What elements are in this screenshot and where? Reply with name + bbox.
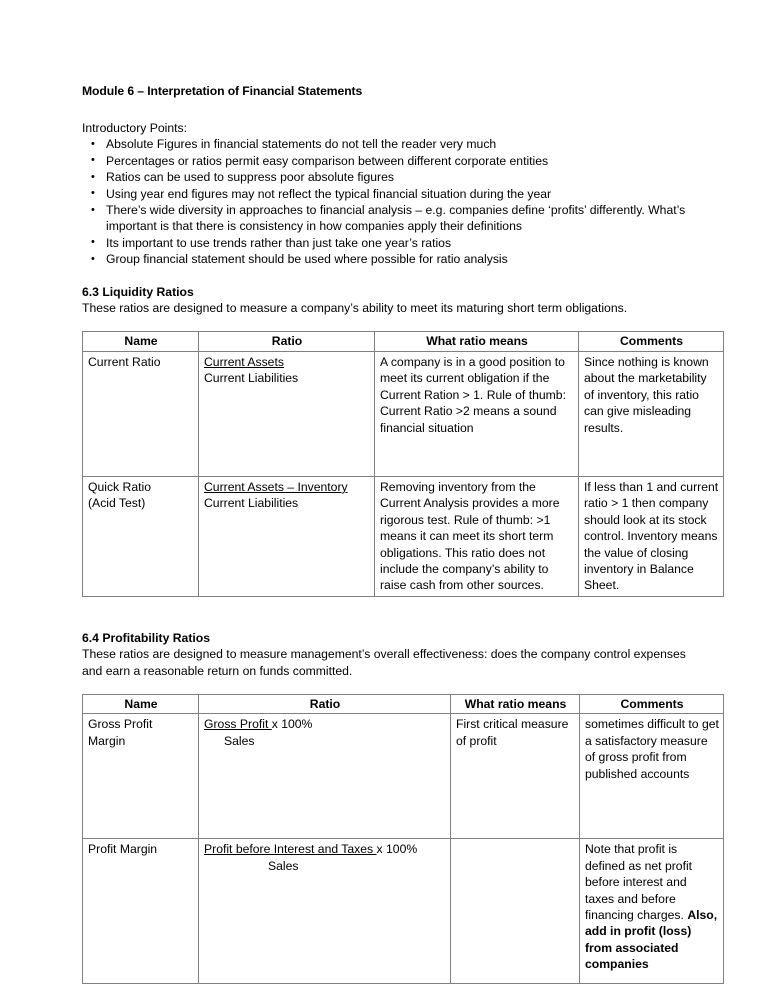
- table-row: [83, 351, 724, 476]
- column-header-what-ratio-means: What ratio means: [375, 332, 579, 351]
- list-item: • Ratios can be used to suppress poor absolute figures: [82, 169, 686, 185]
- table-header-row: [83, 694, 724, 713]
- list-item: • Percentages or ratios permit easy comparison between different corporate entities: [82, 153, 686, 169]
- cell-what-ratio-means: Removing inventory from the Current Analysis provides a more rigorous test. Rule of thumb: >1 means it can meet its short term obligations. This ratio does not include the company’s ability to raise cash from other sources.: [375, 476, 579, 596]
- intro-label: Introductory Points:: [82, 121, 187, 135]
- cell-comments: sometimes difficult to get a satisfactory measure of gross profit from published accounts: [580, 714, 724, 839]
- cell-what-ratio-means: First critical measure of profit: [451, 714, 580, 839]
- ratio-denominator: Sales: [224, 733, 255, 748]
- ratio-numerator: Current Assets: [204, 354, 284, 369]
- table-header-row: [83, 332, 724, 351]
- intro-bullet-list: [82, 136, 686, 267]
- ratio-denominator: Current Liabilities: [204, 371, 299, 386]
- cell-comments-bold: Also, add in profit (loss) from associated companies: [585, 907, 718, 972]
- cell-what-ratio-means: [451, 839, 580, 984]
- section-heading-profitability: 6.4 Profitability Ratios: [82, 630, 210, 645]
- list-item: • There’s wide diversity in approaches to financial analysis – e.g. companies define ‘profits’ differently. What’s important is that there is consistency in how companies apply their definitions: [82, 202, 686, 235]
- page-title: Module 6 – Interpretation of Financial Statements: [82, 84, 363, 98]
- cell-ratio: [199, 351, 375, 476]
- cell-name-line-1: Quick Ratio: [88, 479, 151, 494]
- ratio-denominator: Current Liabilities: [204, 496, 299, 511]
- cell-what-ratio-means: A company is in a good position to meet its current obligation if the Current Ration > 1. Rule of thumb: Current Ratio >2 means a sound financial situation: [375, 351, 579, 476]
- cell-name: Profit Margin: [83, 839, 199, 984]
- column-header-name: Name: [83, 694, 199, 713]
- cell-name: [83, 714, 199, 839]
- document-body: [82, 84, 719, 984]
- cell-comments: [580, 839, 724, 984]
- column-header-comments: Comments: [579, 332, 724, 351]
- section-heading-liquidity: 6.3 Liquidity Ratios: [82, 284, 194, 299]
- cell-name-line-1: Gross Profit: [88, 717, 153, 732]
- cell-comments: If less than 1 and current ratio > 1 then company should look at its stock control. Inventory means the value of closing inventory in Balance Sheet.: [579, 476, 724, 596]
- cell-ratio: [199, 476, 375, 596]
- list-item: • Group financial statement should be used where possible for ratio analysis: [82, 251, 686, 267]
- table-row: [83, 839, 724, 984]
- cell-comments: Since nothing is known about the marketability of inventory, this ratio can give misleading results.: [579, 351, 724, 476]
- cell-name-line-2: Margin: [88, 733, 126, 748]
- ratio-numerator: Gross Profit: [204, 717, 272, 732]
- section-body-profitability: These ratios are designed to measure management’s overall effectiveness: does the company control expenses and earn a reasonable return on funds committed.: [82, 647, 686, 678]
- column-header-comments: Comments: [580, 694, 724, 713]
- table-row: [83, 476, 724, 596]
- spacer: [82, 679, 686, 694]
- cell-comments-normal: Note that profit is defined as net profit before interest and taxes and before financing charges.: [585, 842, 693, 922]
- ratio-numerator: Profit before Interest and Taxes: [204, 842, 377, 857]
- list-item: • Using year end figures may not reflect the typical financial situation during the year: [82, 186, 686, 202]
- ratio-multiplier: x 100%: [376, 842, 418, 857]
- cell-ratio: [199, 714, 451, 839]
- column-header-ratio: Ratio: [199, 694, 451, 713]
- spacer: [82, 268, 686, 284]
- cell-name: [83, 476, 199, 596]
- cell-ratio: [199, 839, 451, 984]
- table-row: [83, 714, 724, 839]
- column-header-what-ratio-means: What ratio means: [451, 694, 580, 713]
- ratio-multiplier: x 100%: [271, 717, 313, 732]
- ratio-formula-line: [204, 841, 446, 857]
- cell-name-line-2: (Acid Test): [88, 496, 146, 511]
- column-header-ratio: Ratio: [199, 332, 375, 351]
- spacer: [82, 597, 686, 630]
- section-body-liquidity: These ratios are designed to measure a company’s ability to meet its maturing short term obligations.: [82, 301, 628, 316]
- ratio-formula-line: [204, 716, 446, 732]
- liquidity-ratios-table: [82, 331, 724, 596]
- spacer: [82, 316, 686, 331]
- list-item: • Absolute Figures in financial statements do not tell the reader very much: [82, 136, 686, 152]
- profitability-ratios-table: [82, 694, 724, 984]
- ratio-denominator: Sales: [268, 858, 299, 873]
- column-header-name: Name: [83, 332, 199, 351]
- list-item: • Its important to use trends rather than just take one year’s ratios: [82, 235, 686, 251]
- cell-name: Current Ratio: [83, 351, 199, 476]
- ratio-numerator: Current Assets – Inventory: [204, 479, 348, 494]
